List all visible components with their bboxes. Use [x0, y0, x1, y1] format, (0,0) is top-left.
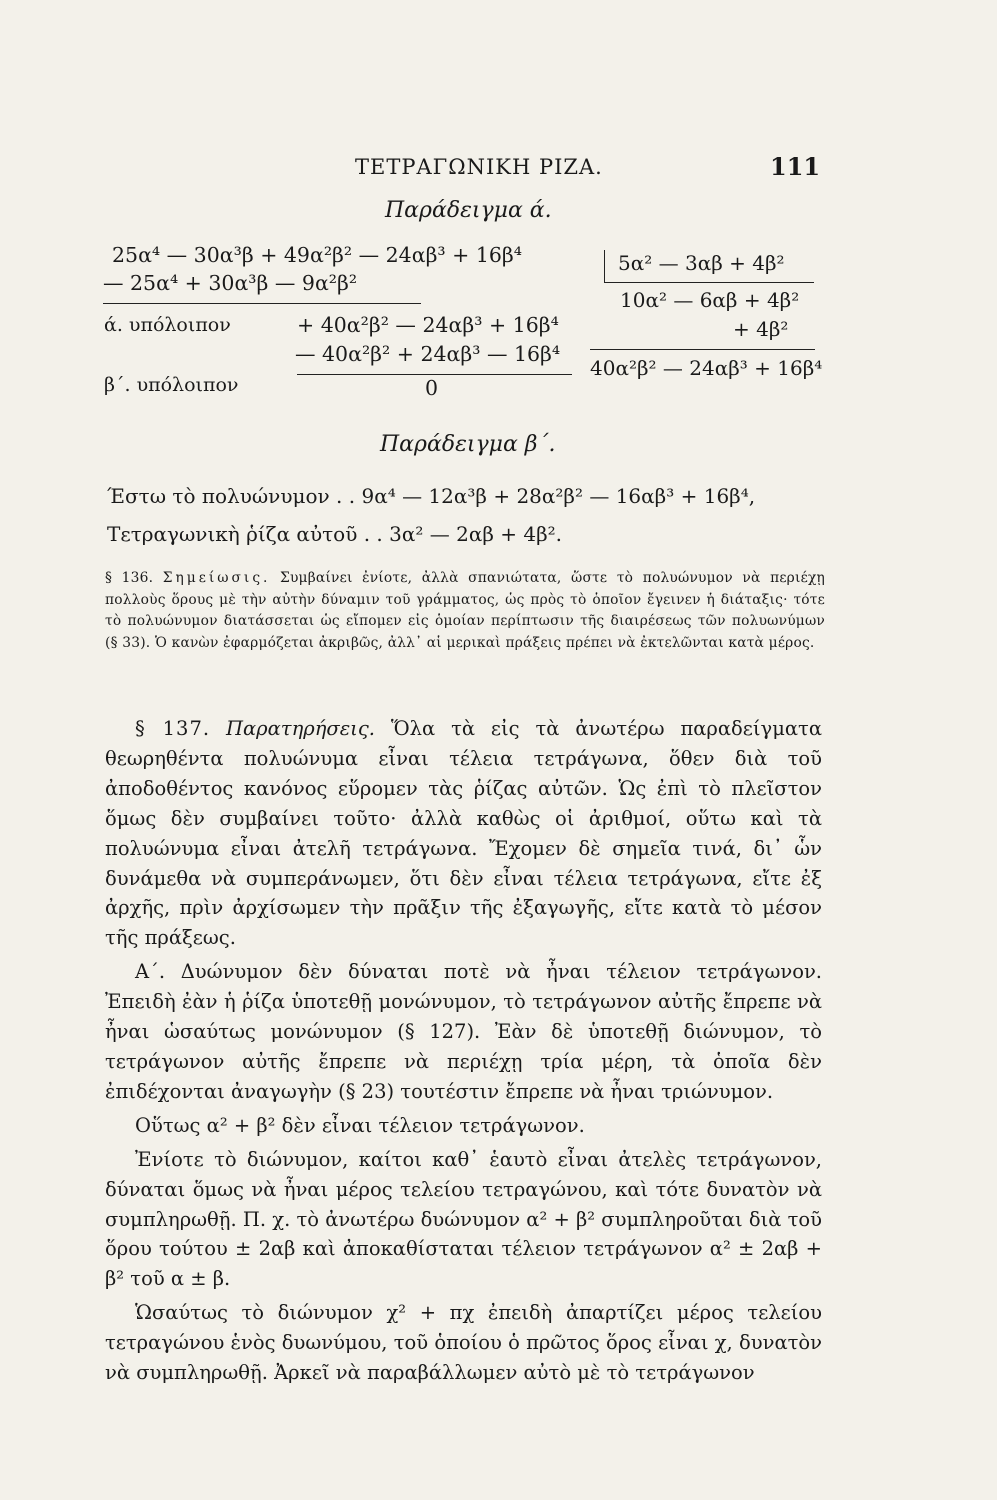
ex1-divisor-1: 10α² — 6αβ + 4β² [620, 288, 800, 312]
ex1-remainder2-value: 0 [425, 376, 439, 400]
section-137 [105, 714, 822, 1392]
page-number: 111 [770, 152, 821, 181]
ex1-subtraction-2: — 40α²β² + 24αβ³ — 16β⁴ [295, 342, 561, 366]
ex1-rule-2 [297, 374, 572, 375]
section-137-para-5: Ὡσαύτως τὸ διώνυμον χ² + πχ ἐπειδὴ ἀπαρτίζει μέρος τελείου τετραγώνου ἑνὸς δυωνύμου, τοῦ ὁποίου ὁ πρῶτος ὅρος εἶναι χ, δυνατὸν νὰ συμπληρωθῇ. Ἀρκεῖ νὰ παραβάλλωμεν αὐτὸ μὲ τὸ τετράγωνον [105, 1301, 822, 1385]
section-137-para-2: Α΄. Δυώνυμον δὲν δύναται ποτὲ νὰ ἦναι τέλειον τετράγωνον. Ἐπειδὴ ἐὰν ἡ ῥίζα ὑποτεθῇ μονώνυμον, τὸ τετράγωνον αὐτῆς ἔπρεπε νὰ ἦναι ὡσαύτως μονώνυμον (§ 127). Ἐὰν δὲ ὑποτεθῇ διώνυμον, τὸ τετράγωνον αὐτῆς ἔπρεπε νὰ περιέχῃ τρία μέρη, τὰ ὁποῖα δὲν ἐπιδέχονται ἀναγωγὴν (§ 23) τουτέστιν ἔπρεπε νὰ ἦναι τριώνυμον. [105, 960, 822, 1103]
section-137-para-1-text: Ὅλα τὰ εἰς τὰ ἀνωτέρω παραδείγματα θεωρηθέντα πολυώνυμα εἶναι τέλεια τετράγωνα, ὅθεν διὰ τοῦ ἀποδοθέντος κανόνος εὕρομεν τὰς ῥίζας αὐτῶν. Ὡς ἐπὶ τὸ πλεῖστον ὅμως δὲν συμβαίνει τοῦτο· ἀλλὰ καθὼς οἱ ἀριθμοί, οὕτω καὶ τὰ πολυώνυμα εἶναι ἀτελῆ τετράγωνα. Ἔχομεν δὲ σημεῖα τινά, δι᾽ ὧν δυνάμεθα νὰ συμπεράνωμεν, ὅτι δὲν εἶναι τέλεια τετράγωνα, εἴτε ἐξ ἀρχῆς, πρὶν ἀρχίσωμεν τὴν πρᾶξιν τῆς ἐξαγωγῆς, εἴτε κατὰ τὸ μέσον τῆς πράξεως. [105, 717, 822, 950]
ex1-divisor-product: 40α²β² — 24αβ³ + 16β⁴ [590, 356, 823, 380]
section-136-text: Συμβαίνει ἐνίοτε, ἀλλὰ σπανιώτατα, ὥστε τὸ πολυώνυμον νὰ περιέχῃ πολλοὺς ὅρους μὲ τὴν αὐτὴν δύναμιν τοῦ γράμματος, ὡς πρὸς τὸ ὁποῖον ἔγεινεν ἡ διάταξις· τότε τὸ πολυώνυμον διατάσσεται ὡς εἴπομεν εἰς ὁμοίαν περίπτωσιν τῆς διαιρέσεως τῶν πολυωνύμων (§ 33). Ὁ κανὼν ἐφαρμόζεται ἀκριβῶς, ἀλλ᾽ αἱ μερικαὶ πράξεις πρέπει νὰ ἐκτελῶνται κατὰ μέρος. [105, 570, 825, 651]
section-137-title: Παρατηρήσεις. [225, 717, 375, 740]
ex2-root-line: Τετραγωνικὴ ῥίζα αὐτοῦ . . 3α² — 2αβ + 4β². [107, 522, 563, 546]
ex1-divisor-1-term: + 4β² [733, 317, 789, 341]
running-header-title: ΤΕΤΡΑΓΩΝΙΚΗ ΡΙΖΑ. [355, 155, 603, 179]
section-137-number: § 137. [135, 717, 211, 740]
ex1-remainder1-label: ά. υπόλοιπον [104, 314, 231, 336]
section-136-title: Σημείωσις. [162, 570, 271, 586]
ex1-polynomial: 25α⁴ — 30α³β + 49α²β² — 24αβ³ + 16β⁴ [112, 243, 522, 267]
ex1-remainder2-label: β΄. υπόλοιπον [104, 374, 239, 396]
ex1-divisor-rule [590, 349, 815, 350]
ex1-subtraction-1: — 25α⁴ + 30α³β — 9α²β² [103, 271, 358, 295]
section-136-number: § 136. [105, 570, 154, 586]
example-1-heading: Παράδειγμα ά. [385, 198, 552, 223]
ex2-polynomial-line: Έστω τὸ πολυώνυμον . . 9α⁴ — 12α³β + 28α²β² — 16αβ³ + 16β⁴, [107, 484, 756, 508]
ex1-root-rule [604, 282, 814, 283]
section-136 [105, 568, 825, 654]
ex1-root: 5α² — 3αβ + 4β² [618, 251, 785, 275]
example-2-heading: Παράδειγμα β΄. [380, 432, 556, 457]
section-137-para-4: Ἐνίοτε τὸ διώνυμον, καίτοι καθ᾽ ἑαυτὸ εἶναι ἀτελὲς τετράγωνον, δύναται ὅμως νὰ ἦναι μέρος τελείου τετραγώνου, καὶ τότε δυνατὸν νὰ συμπληρωθῇ. Π. χ. τὸ ἀνωτέρω δυώνυμον α² + β² συμπληροῦται διὰ τοῦ ὅρου τούτου ± 2αβ καὶ ἀποκαθίσταται τέλειον τετράγωνον α² ± 2αβ + β² τοῦ α ± β. [105, 1147, 822, 1291]
ex1-rule-1 [103, 303, 421, 304]
ex1-root-bracket [604, 250, 605, 282]
section-137-para-1 [105, 714, 822, 953]
ex1-remainder1-expr: + 40α²β² — 24αβ³ + 16β⁴ [297, 313, 559, 337]
section-137-para-3: Οὕτως α² + β² δὲν εἶναι τέλειον τετράγωνον. [135, 1113, 585, 1137]
